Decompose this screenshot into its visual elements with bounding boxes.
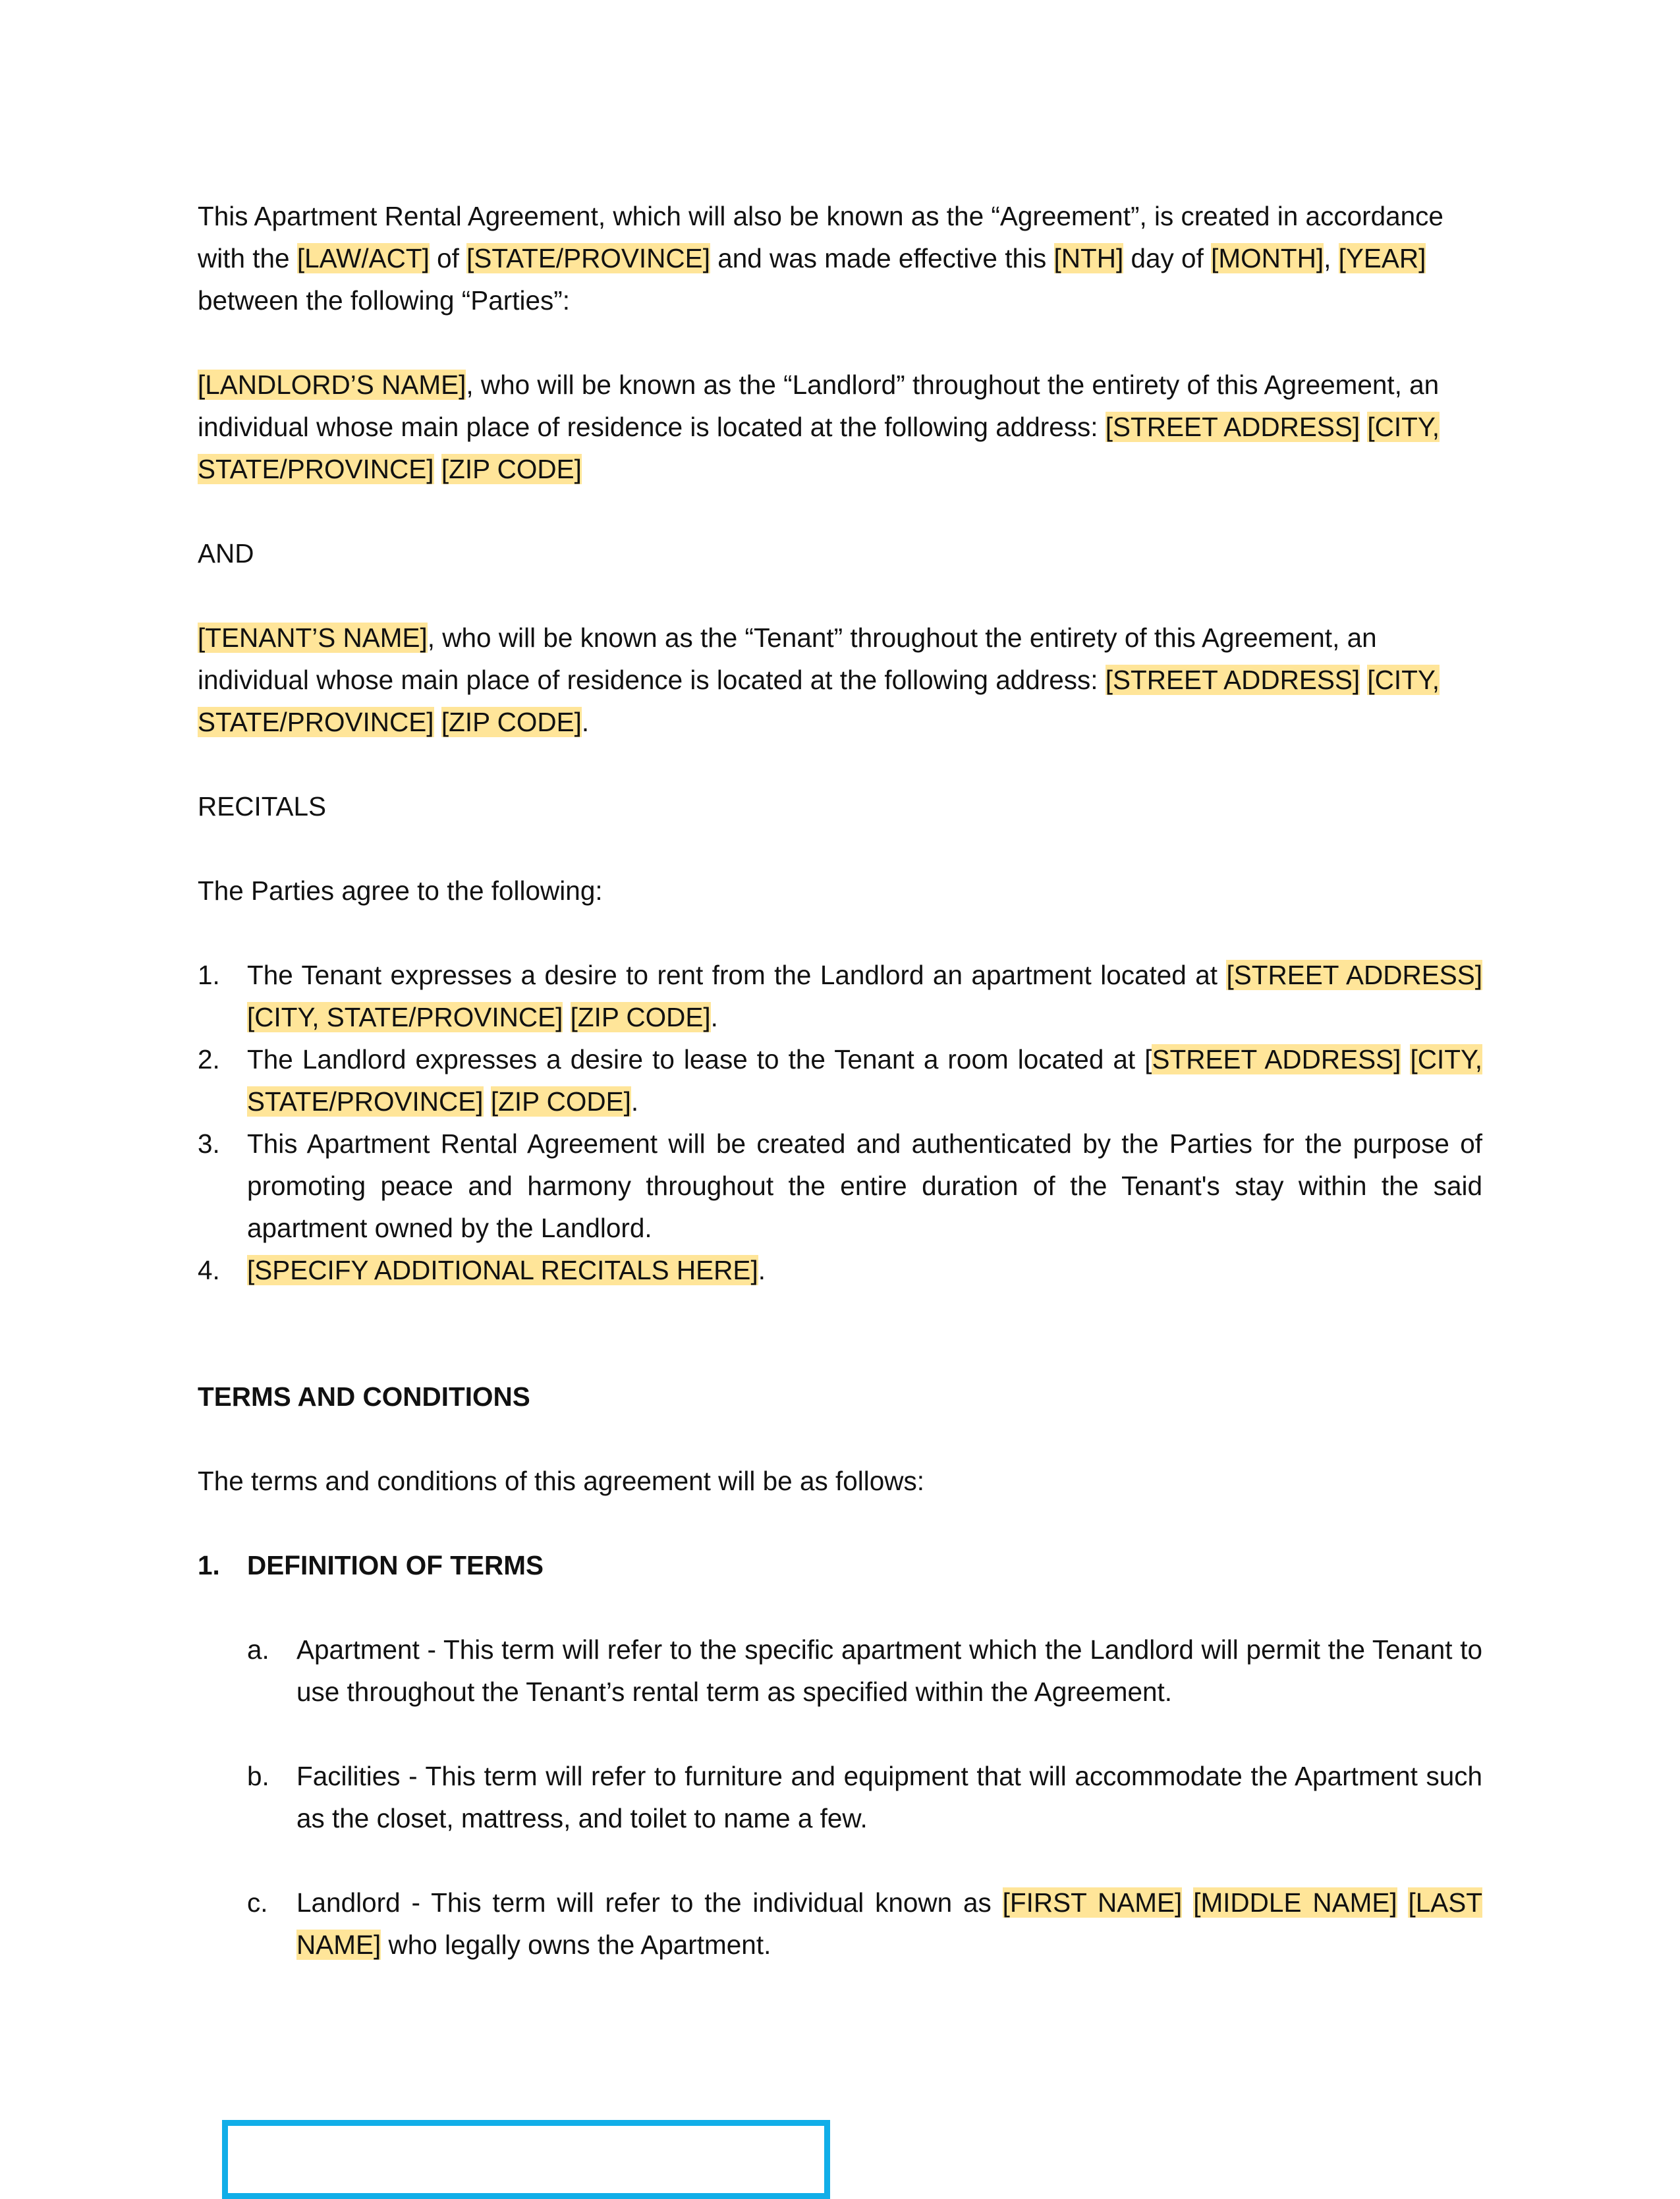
intro-paragraph <box>198 195 1482 321</box>
recital-text: The Landlord expresses a desire to lease to the Tenant a room located at [ <box>247 1044 1152 1074</box>
placeholder-zip: [ZIP CODE] <box>441 707 582 737</box>
list-item <box>198 1755 1482 1839</box>
placeholder-street: [STREET ADDRESS] <box>1105 412 1360 442</box>
list-number: 1. <box>198 960 220 990</box>
section-number: 1. <box>198 1550 220 1580</box>
definition-text: Facilities - This term will refer to furniture and equipment that will accommodate the Apartment such as the closet, mattress, and toilet to name a few. <box>296 1761 1482 1833</box>
placeholder-zip: [ZIP CODE] <box>570 1002 711 1032</box>
footer-box <box>222 2120 830 2199</box>
intro-text: between the following “Parties”: <box>198 285 571 316</box>
definition-text: who legally owns the Apartment. <box>381 1930 771 1960</box>
placeholder-landlord-name: [LANDLORD’S NAME] <box>198 370 466 400</box>
placeholder-tenant-name: [TENANT’S NAME] <box>198 623 428 653</box>
definition-text: Apartment - This term will refer to the specific apartment which the Landlord will permit the Tenant to use throughout the Tenant’s rental term as specified within the Agreement. <box>296 1634 1482 1707</box>
placeholder-zip: [ZIP CODE] <box>441 454 582 484</box>
list-item <box>198 1628 1482 1713</box>
definitions-list <box>198 1628 1482 1966</box>
list-item <box>198 954 1482 1038</box>
placeholder-zip: [ZIP CODE] <box>490 1086 631 1117</box>
list-number: 2. <box>198 1044 220 1074</box>
list-item <box>198 1038 1482 1123</box>
placeholder-state: [STATE/PROVINCE] <box>466 243 710 273</box>
intro-text: and was made effective this <box>710 243 1054 273</box>
tenant-text: . <box>581 707 590 737</box>
placeholder-street: [STREET ADDRESS] <box>1105 665 1360 695</box>
recitals-heading: RECITALS <box>198 791 327 821</box>
list-letter: b. <box>247 1761 269 1791</box>
section-heading <box>198 1544 1482 1586</box>
list-number: 4. <box>198 1255 220 1285</box>
placeholder-street: [STREET ADDRESS] <box>1226 960 1482 990</box>
placeholder-city: [CITY, STATE/PROVINCE] <box>198 665 1440 737</box>
terms-heading: TERMS AND CONDITIONS <box>198 1381 530 1412</box>
recitals-list <box>198 954 1482 1291</box>
list-item <box>198 1123 1482 1249</box>
recitals-intro: The Parties agree to the following: <box>198 876 603 906</box>
placeholder-nth: [NTH] <box>1053 243 1124 273</box>
list-letter: c. <box>247 1887 268 1918</box>
placeholder-year: [YEAR] <box>1338 243 1426 273</box>
placeholder-first-name: [FIRST NAME] <box>1002 1887 1183 1918</box>
intro-text: , <box>1324 243 1339 273</box>
placeholder-law: [LAW/ACT] <box>296 243 430 273</box>
placeholder-street: STREET ADDRESS] <box>1152 1044 1401 1074</box>
list-letter: a. <box>247 1634 269 1665</box>
terms-intro: The terms and conditions of this agreement will be as follows: <box>198 1466 925 1496</box>
placeholder-middle-name: [MIDDLE NAME] <box>1193 1887 1397 1918</box>
list-number: 3. <box>198 1128 220 1159</box>
placeholder-city: [CITY, STATE/PROVINCE] <box>198 412 1440 484</box>
intro-text: of <box>429 243 467 273</box>
list-item <box>198 1249 1482 1291</box>
intro-text: This Apartment Rental Agreement, which will also be known as the “Agreement”, is created in accordance with the <box>198 201 1443 273</box>
section-title: DEFINITION OF TERMS <box>247 1550 544 1580</box>
recital-text: . <box>710 1002 718 1032</box>
recital-text: . <box>758 1255 766 1285</box>
placeholder-city: [CITY, STATE/PROVINCE] <box>247 1002 563 1032</box>
list-item <box>198 1881 1482 1966</box>
recital-text: This Apartment Rental Agreement will be created and authenticated by the Parties for the purpose of promoting peace and harmony throughout the entire duration of the Tenant's stay within the said apartment owned by the Landlord. <box>247 1128 1482 1243</box>
recital-text: . <box>630 1086 639 1117</box>
placeholder-month: [MONTH] <box>1211 243 1324 273</box>
placeholder-additional-recitals: [SPECIFY ADDITIONAL RECITALS HERE] <box>247 1255 758 1285</box>
definition-text: Landlord - This term will refer to the individual known as <box>296 1887 1003 1918</box>
and-label: AND <box>198 538 254 569</box>
spacer <box>198 1713 1482 1755</box>
landlord-paragraph <box>198 364 1482 490</box>
tenant-text: , who will be known as the “Tenant” throughout the entirety of this Agreement, an individual whose main place of residence is located at the following address: <box>198 623 1377 695</box>
placeholder-last-name: [LAST NAME] <box>296 1887 1483 1960</box>
document-page <box>198 195 1482 1966</box>
landlord-text: , who will be known as the “Landlord” throughout the entirety of this Agreement, an individual whose main place of residence is located at the following address: <box>198 370 1440 442</box>
tenant-paragraph <box>198 617 1482 743</box>
placeholder-city: [CITY, STATE/PROVINCE] <box>247 1044 1482 1117</box>
spacer <box>198 1839 1482 1881</box>
recital-text: The Tenant expresses a desire to rent from the Landlord an apartment located at <box>247 960 1227 990</box>
intro-text: day of <box>1123 243 1212 273</box>
